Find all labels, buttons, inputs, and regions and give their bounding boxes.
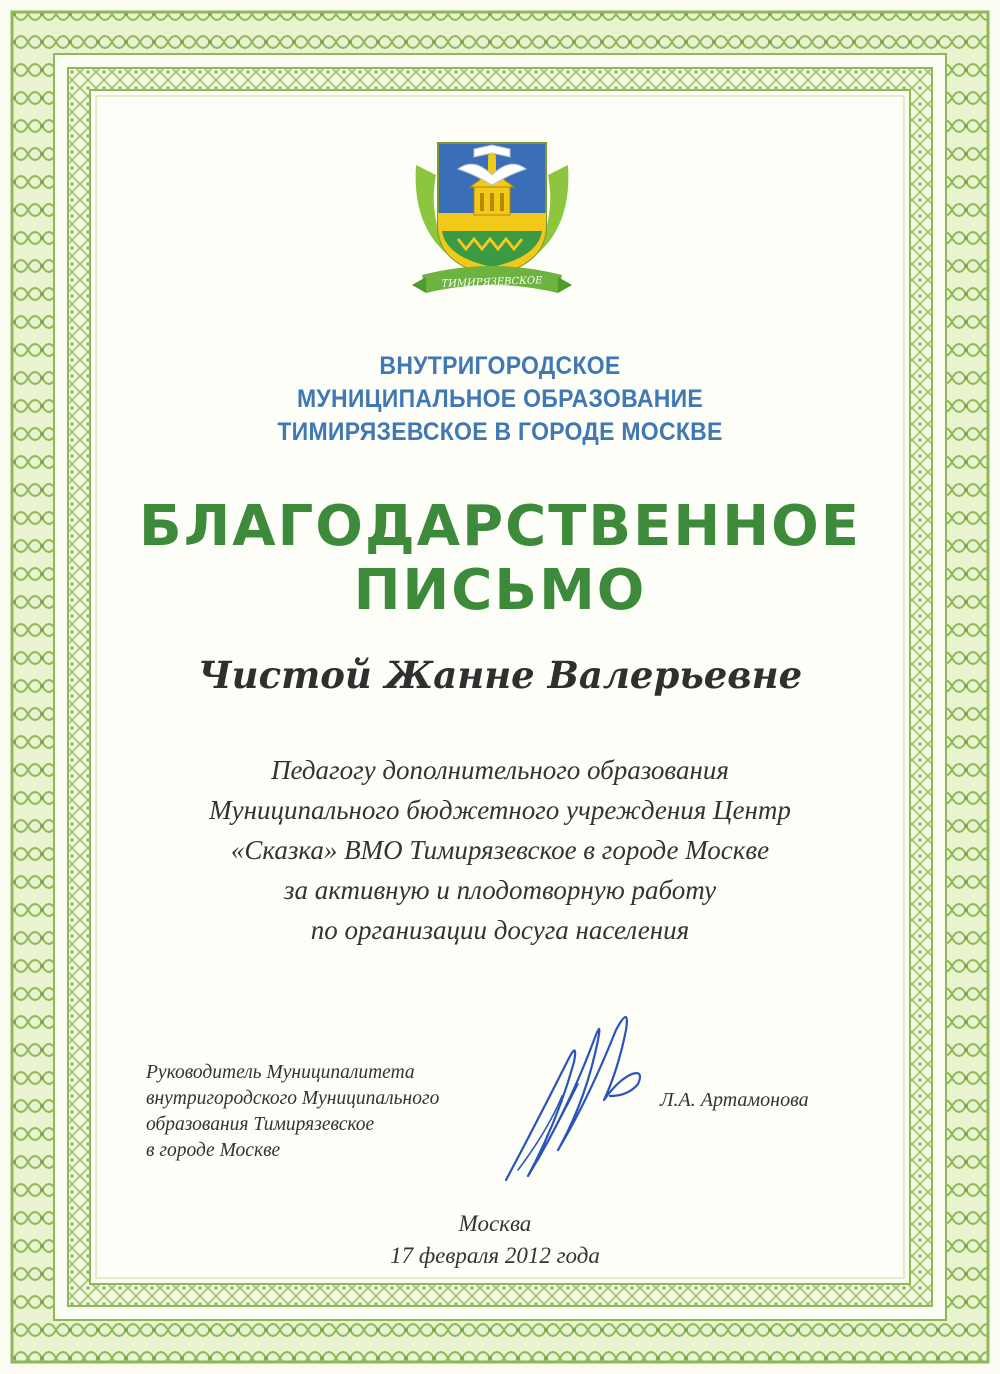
signer-title-line: Руководитель Муниципалитета xyxy=(146,1062,415,1083)
title-line: БЛАГОДАРСТВЕННОЕ xyxy=(139,494,861,559)
body-line: «Сказка» ВМО Тимирязевское в городе Москве xyxy=(230,835,770,865)
title-line: ПИСЬМО xyxy=(353,558,647,623)
signer-title-line: образования Тимирязевское xyxy=(146,1114,375,1135)
place-and-date xyxy=(300,1208,690,1272)
date: 17 февраля 2012 года xyxy=(390,1243,600,1268)
recipient-name: Чистой Жанне Валерьевне xyxy=(197,653,803,697)
emblem-ribbon-text: ТИМИРЯЗЕВСКОЕ xyxy=(441,275,543,290)
organization-line: ТИМИРЯЗЕВСКОЕ В ГОРОДЕ МОСКВЕ xyxy=(277,418,723,446)
body-line: Педагогу дополнительного образования xyxy=(271,755,729,785)
signer-title-line: в городе Москве xyxy=(146,1140,281,1161)
body-line: за активную и плодотворную работу xyxy=(283,875,717,905)
organization-name xyxy=(150,350,849,449)
body-line: Муниципального бюджетного учреждения Центр xyxy=(209,795,791,825)
body-line: по организации досуга населения xyxy=(310,915,690,945)
organization-line: МУНИЦИПАЛЬНОЕ ОБРАЗОВАНИЕ xyxy=(296,385,704,413)
appreciation-text xyxy=(110,750,890,950)
signer-position xyxy=(146,1060,506,1164)
place: Москва xyxy=(458,1211,532,1236)
signer-name: Л.А. Артамонова xyxy=(660,1089,809,1111)
organization-line: ВНУТРИГОРОДСКОЕ xyxy=(379,352,621,380)
handwritten-signature xyxy=(498,1000,648,1190)
document-title xyxy=(100,495,900,623)
signer-title-line: внутригородского Муниципального xyxy=(146,1088,440,1109)
